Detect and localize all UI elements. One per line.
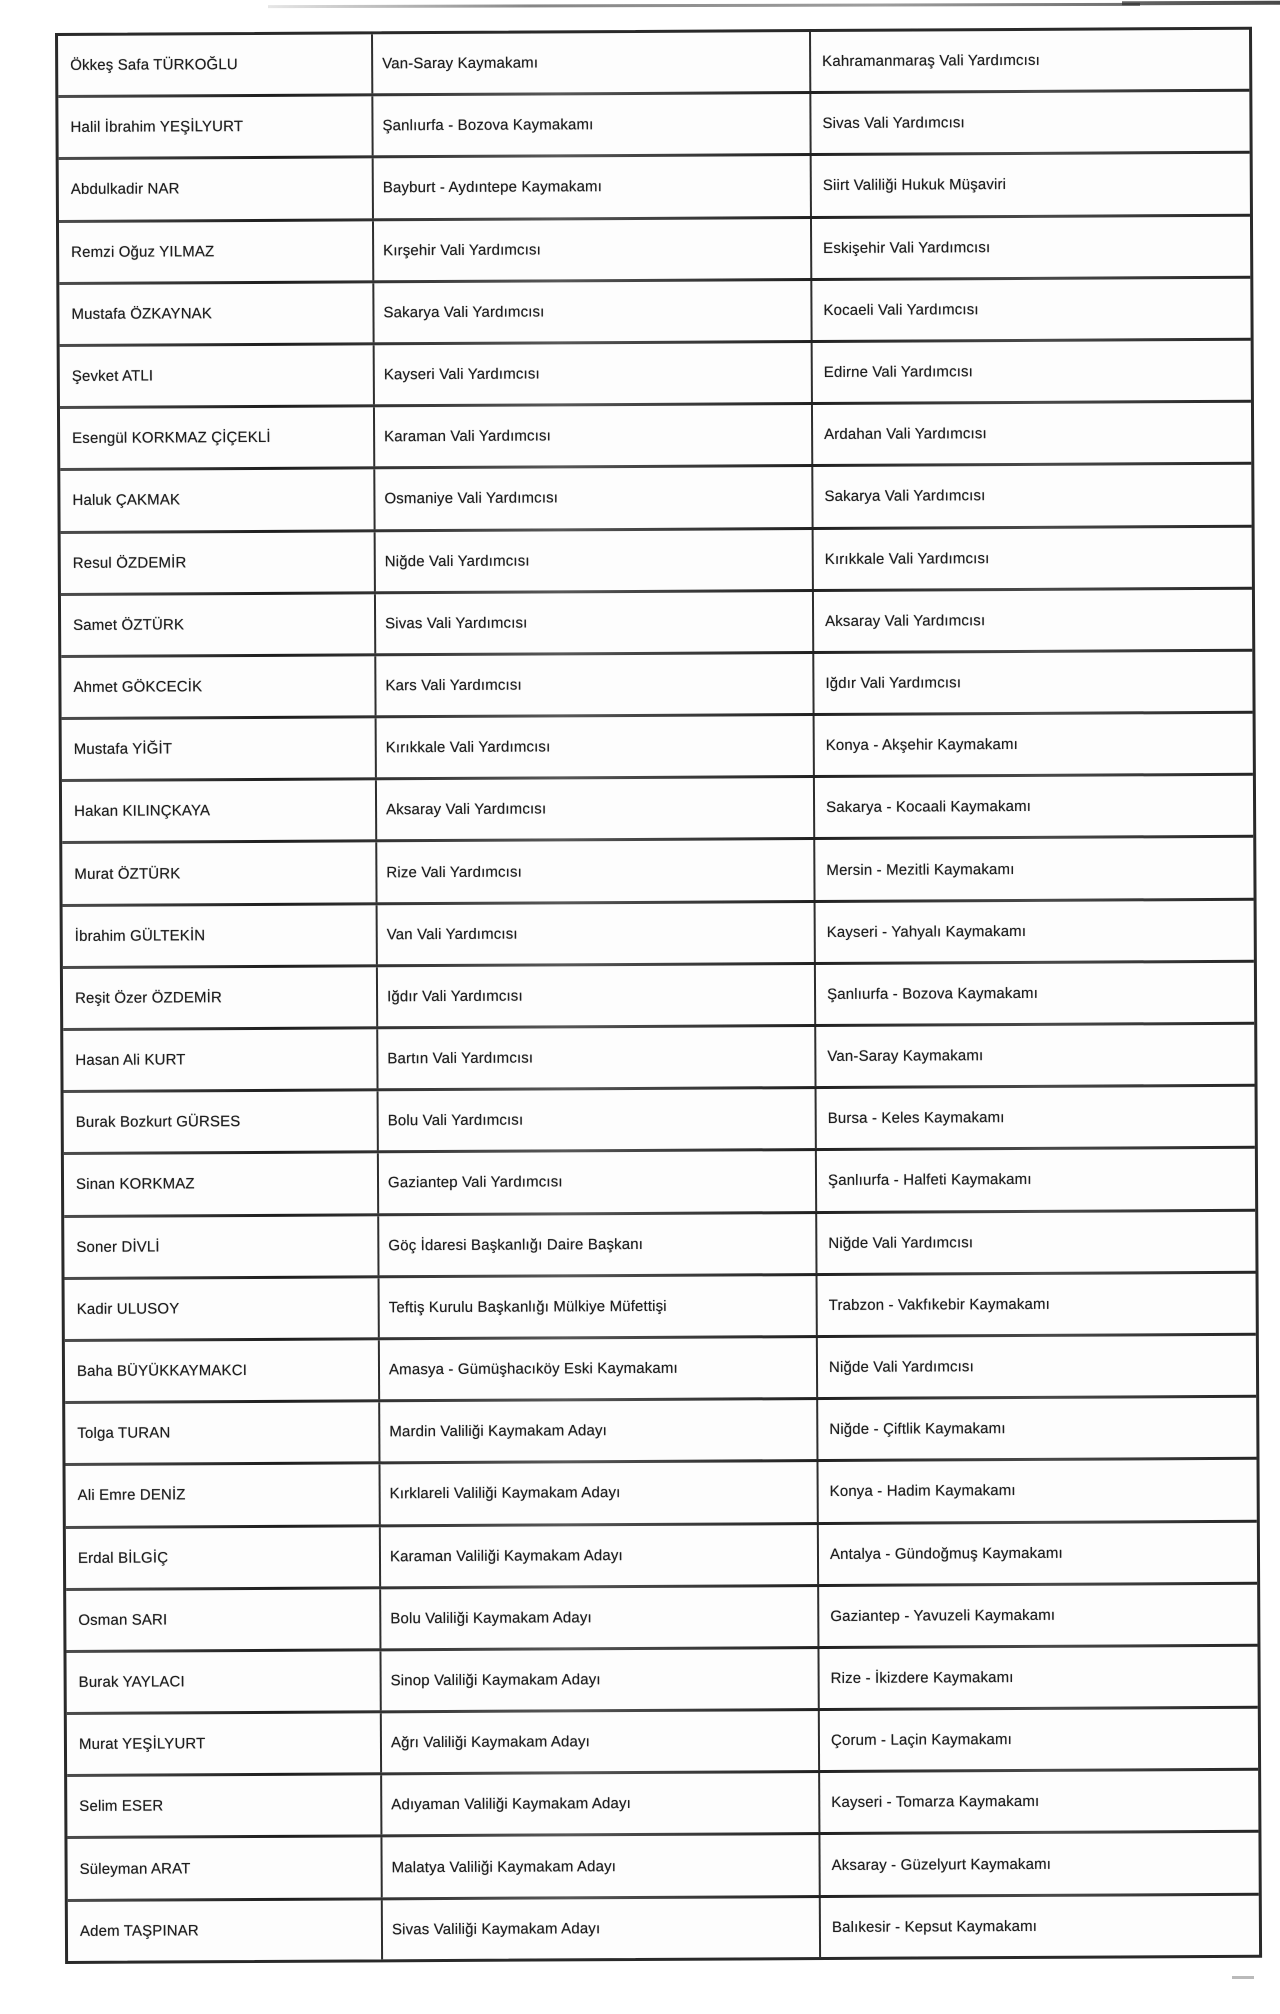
table-row — [66, 1581, 1257, 1649]
cell-previous-duty: Kayseri Vali Yardımcısı — [373, 343, 811, 404]
table-row — [60, 338, 1251, 406]
table-row — [61, 649, 1252, 717]
table-row — [64, 1146, 1255, 1214]
cell-new-duty: Aksaray - Güzelyurt Kaymakamı — [818, 1833, 1258, 1894]
scan-artifact-top-line — [268, 3, 1140, 8]
cell-previous-duty: Kars Vali Yardımcısı — [374, 654, 812, 715]
table-row — [61, 586, 1252, 654]
cell-new-duty: Konya - Hadim Kaymakamı — [816, 1460, 1256, 1521]
cell-new-duty: Kayseri - Tomarza Kaymakamı — [818, 1771, 1258, 1832]
cell-new-duty: Mersin - Mezitli Kaymakamı — [813, 838, 1253, 899]
cell-new-duty: Sivas Vali Yardımcısı — [809, 92, 1249, 153]
cell-official-name: Abdulkadir NAR — [70, 180, 180, 199]
cell-new-duty: Niğde - Çiftlik Kaymakamı — [816, 1398, 1256, 1459]
cell-previous-duty: Karaman Vali Yardımcısı — [373, 405, 811, 466]
cell-previous-duty: Iğdır Vali Yardımcısı — [376, 965, 814, 1026]
table-row — [67, 1706, 1258, 1774]
cell-official-name: Sinan KORKMAZ — [75, 1175, 195, 1194]
cell-previous-duty: Kırıkkale Vali Yardımcısı — [375, 716, 813, 777]
cell-new-duty: Edirne Vali Yardımcısı — [811, 341, 1251, 402]
cell-previous-duty: Rize Vali Yardımcısı — [375, 840, 813, 901]
table-row — [62, 773, 1253, 841]
table-row — [64, 1208, 1255, 1276]
cell-official-name: Reşit Özer ÖZDEMİR — [75, 989, 222, 1007]
cell-new-duty: Ardahan Vali Yardımcısı — [811, 403, 1251, 464]
cell-new-duty: Niğde Vali Yardımcısı — [816, 1336, 1256, 1397]
cell-previous-duty: Karaman Valiliği Kaymakam Adayı — [379, 1525, 817, 1586]
cell-official-name: Süleyman ARAT — [79, 1859, 191, 1878]
cell-previous-duty: Bartın Vali Yardımcısı — [376, 1027, 814, 1088]
cell-previous-duty: Mardin Valiliği Kaymakam Adayı — [378, 1400, 816, 1461]
cell-official-name: Hasan Ali KURT — [75, 1051, 186, 1070]
scan-artifact-bottom-dash — [1232, 1976, 1254, 1979]
cell-official-name: Adem TAŞPINAR — [79, 1921, 199, 1940]
cell-new-duty: Van-Saray Kaymakamı — [814, 1025, 1254, 1086]
cell-official-name: Murat ÖZTÜRK — [74, 864, 181, 883]
cell-new-duty: Eskişehir Vali Yardımcısı — [810, 216, 1250, 277]
table-row — [66, 1519, 1257, 1587]
scan-artifact-top-right-line — [1122, 1, 1280, 6]
table-row — [59, 275, 1250, 343]
cell-previous-duty: Bolu Vali Yardımcısı — [377, 1089, 815, 1150]
cell-previous-duty: Van Vali Yardımcısı — [376, 903, 814, 964]
table-row — [65, 1457, 1256, 1525]
cell-official-name: Erdal BİLGİÇ — [77, 1549, 169, 1567]
cell-previous-duty: Teftiş Kurulu Başkanlığı Mülkiye Müfettişi — [378, 1276, 816, 1337]
table-row — [62, 835, 1253, 903]
cell-new-duty: Sakarya - Kocaali Kaymakamı — [813, 776, 1253, 837]
cell-official-name: Ökkeş Safa TÜRKOĞLU — [70, 56, 238, 75]
table-row — [63, 960, 1254, 1028]
table-row — [60, 400, 1251, 468]
cell-new-duty: Kocaeli Vali Yardımcısı — [810, 278, 1250, 339]
cell-new-duty: Kayseri - Yahyalı Kaymakamı — [814, 900, 1254, 961]
cell-official-name: Ali Emre DENİZ — [77, 1486, 186, 1505]
cell-new-duty: Gaziantep - Yavuzeli Kaymakamı — [817, 1584, 1257, 1645]
cell-new-duty: Aksaray Vali Yardımcısı — [812, 589, 1252, 650]
cell-new-duty: Sakarya Vali Yardımcısı — [811, 465, 1251, 526]
table-row — [63, 897, 1254, 965]
table-row — [65, 1395, 1256, 1463]
cell-official-name: Ahmet GÖKCECİK — [73, 678, 203, 696]
cell-official-name: Burak YAYLACI — [78, 1673, 185, 1691]
cell-new-duty: Kahramanmaraş Vali Yardımcısı — [809, 30, 1249, 91]
cell-official-name: İbrahim GÜLTEKİN — [74, 926, 206, 945]
cell-new-duty: Iğdır Vali Yardımcısı — [812, 652, 1252, 713]
cell-previous-duty: Sivas Vali Yardımcısı — [374, 592, 812, 653]
cell-new-duty: Bursa - Keles Kaymakamı — [815, 1087, 1255, 1148]
cell-official-name: Osman SARI — [78, 1611, 168, 1629]
appointments-table — [55, 27, 1262, 1964]
table-row — [66, 1644, 1257, 1712]
cell-previous-duty: Osmaniye Vali Yardımcısı — [373, 467, 811, 528]
cell-official-name: Samet ÖZTÜRK — [73, 616, 185, 634]
cell-official-name: Hakan KILINÇKAYA — [74, 802, 211, 821]
table-row — [68, 1892, 1259, 1960]
table-row — [58, 30, 1249, 95]
table-row — [67, 1768, 1258, 1836]
cell-official-name: Soner DİVLİ — [76, 1238, 160, 1256]
cell-previous-duty: Göç İdaresi Başkanlığı Daire Başkanı — [377, 1214, 815, 1275]
cell-official-name: Remzi Oğuz YILMAZ — [71, 242, 215, 261]
cell-official-name: Tolga TURAN — [77, 1424, 171, 1443]
cell-new-duty: Antalya - Gündoğmuş Kaymakamı — [817, 1522, 1257, 1583]
cell-previous-duty: Gaziantep Vali Yardımcısı — [377, 1151, 815, 1212]
cell-previous-duty: Adıyaman Valiliği Kaymakam Adayı — [380, 1773, 818, 1834]
cell-previous-duty: Van-Saray Kaymakamı — [371, 32, 809, 93]
cell-previous-duty: Aksaray Vali Yardımcısı — [375, 778, 813, 839]
cell-official-name: Kadir ULUSOY — [76, 1300, 180, 1318]
cell-new-duty: Şanlıurfa - Halfeti Kaymakamı — [815, 1149, 1255, 1210]
table-row — [62, 711, 1253, 779]
table-row — [59, 213, 1250, 281]
cell-official-name: Baha BÜYÜKKAYMAKCI — [76, 1362, 248, 1380]
cell-official-name: Burak Bozkurt GÜRSES — [75, 1113, 241, 1132]
cell-previous-duty: Bayburt - Aydıntepe Kaymakamı — [372, 156, 810, 217]
cell-previous-duty: Niğde Vali Yardımcısı — [374, 530, 812, 591]
cell-previous-duty: Kırşehir Vali Yardımcısı — [372, 219, 810, 280]
cell-official-name: Mustafa ÖZKAYNAK — [71, 305, 213, 323]
cell-official-name: Mustafa YİĞİT — [73, 740, 173, 759]
cell-previous-duty: Amasya - Gümüşhacıköy Eski Kaymakamı — [378, 1338, 816, 1399]
cell-official-name: Resul ÖZDEMİR — [72, 553, 187, 572]
cell-previous-duty: Malatya Valiliği Kaymakam Adayı — [380, 1835, 818, 1896]
cell-official-name: Haluk ÇAKMAK — [72, 491, 181, 510]
cell-previous-duty: Sivas Valiliği Kaymakam Adayı — [381, 1898, 819, 1959]
cell-previous-duty: Ağrı Valiliği Kaymakam Adayı — [380, 1711, 818, 1772]
cell-new-duty: Rize - İkizdere Kaymakamı — [817, 1647, 1257, 1708]
cell-new-duty: Kırıkkale Vali Yardımcısı — [812, 527, 1252, 588]
cell-previous-duty: Şanlıurfa - Bozova Kaymakamı — [371, 94, 809, 155]
table-row — [63, 1022, 1254, 1090]
table-row — [65, 1270, 1256, 1338]
cell-official-name: Selim ESER — [79, 1797, 164, 1816]
table-row — [60, 462, 1251, 530]
cell-new-duty: Balıkesir - Kepsut Kaymakamı — [819, 1895, 1259, 1956]
cell-previous-duty: Bolu Valiliği Kaymakam Adayı — [379, 1587, 817, 1648]
table-row — [59, 151, 1250, 219]
cell-previous-duty: Kırklareli Valiliği Kaymakam Adayı — [379, 1462, 817, 1523]
cell-new-duty: Konya - Akşehir Kaymakamı — [813, 714, 1253, 775]
cell-new-duty: Şanlıurfa - Bozova Kaymakamı — [814, 963, 1254, 1024]
table-row — [58, 89, 1249, 157]
cell-new-duty: Niğde Vali Yardımcısı — [815, 1211, 1255, 1272]
table-row — [61, 524, 1252, 592]
cell-new-duty: Çorum - Laçin Kaymakamı — [818, 1709, 1258, 1770]
table-row — [67, 1830, 1258, 1898]
cell-previous-duty: Sakarya Vali Yardımcısı — [372, 281, 810, 342]
cell-official-name: Şevket ATLI — [71, 367, 154, 385]
cell-official-name: Halil İbrahim YEŞİLYURT — [70, 118, 244, 137]
cell-official-name: Esengül KORKMAZ ÇİÇEKLİ — [72, 429, 271, 448]
table-row — [64, 1084, 1255, 1152]
cell-new-duty: Siirt Valiliği Hukuk Müşaviri — [810, 154, 1250, 215]
cell-official-name: Murat YEŞİLYURT — [78, 1735, 206, 1754]
cell-new-duty: Trabzon - Vakfıkebir Kaymakamı — [816, 1273, 1256, 1334]
cell-previous-duty: Sinop Valiliği Kaymakam Adayı — [379, 1649, 817, 1710]
table-row — [65, 1333, 1256, 1401]
